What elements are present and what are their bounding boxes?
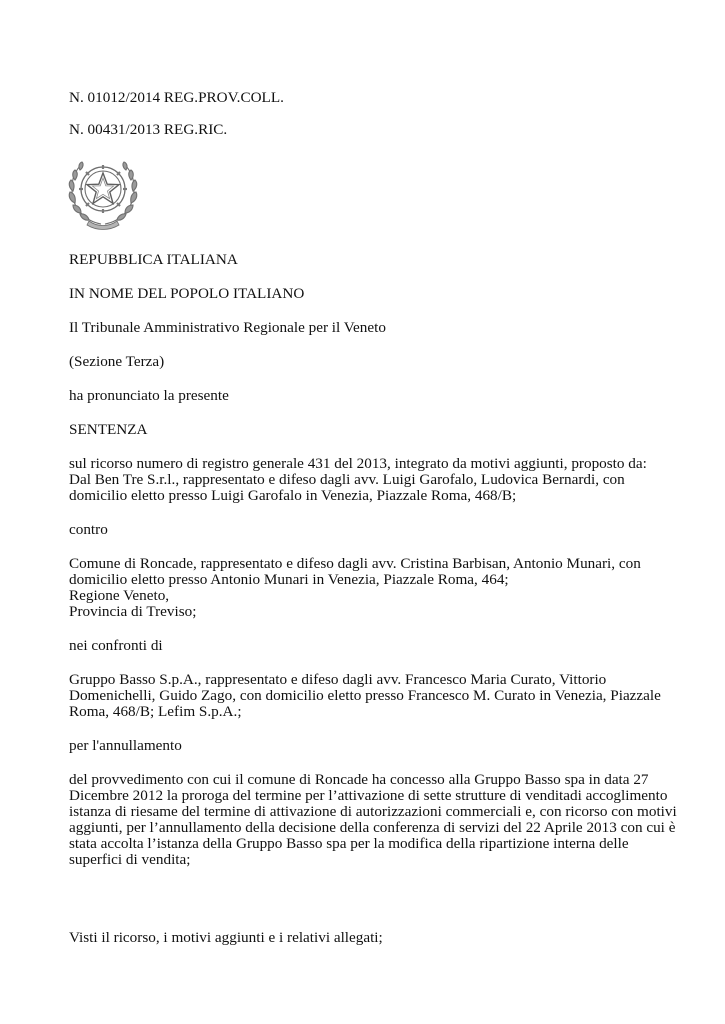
tribunal-name: Il Tribunale Amministrativo Regionale per il Veneto <box>69 319 386 336</box>
confronti-line: Gruppo Basso S.p.A., rappresentato e difeso dagli avv. Francesco Maria Curato, Vittorio <box>69 671 607 688</box>
contro-label: contro <box>69 521 108 538</box>
pronounced-text: ha pronunciato la presente <box>69 387 229 404</box>
annullamento-line: superfici di vendita; <box>69 851 191 868</box>
verdict-heading: SENTENZA <box>69 421 148 438</box>
annullamento-label: per l'annullamento <box>69 737 182 754</box>
reg-prov-number: N. 01012/2014 REG.PROV.COLL. <box>69 89 284 106</box>
section-name: (Sezione Terza) <box>69 353 165 370</box>
visti-text: Visti il ricorso, i motivi aggiunti e i relativi allegati; <box>69 929 383 946</box>
ricorso-line: Dal Ben Tre S.r.l., rappresentato e difeso dagli avv. Luigi Garofalo, Ludovica Bernardi, con <box>69 471 625 488</box>
annullamento-line: del provvedimento con cui il comune di Roncade ha concesso alla Gruppo Basso spa in data 27 <box>69 771 649 788</box>
annullamento-line: stata accolta l’istanza della Gruppo Basso spa per la modifica della ripartizione interna delle <box>69 835 629 852</box>
contro-line: domicilio eletto presso Antonio Munari in Venezia, Piazzale Roma, 464; <box>69 571 509 588</box>
annullamento-line: istanza di riesame del termine di attivazione di autorizzazioni commerciali e, con ricorso con motivi <box>69 803 677 820</box>
contro-line: Provincia di Treviso; <box>69 603 197 620</box>
ricorso-line: sul ricorso numero di registro generale 431 del 2013, integrato da motivi aggiunti, proposto da: <box>69 455 647 472</box>
emblem-of-italy-icon <box>67 151 139 231</box>
contro-line: Regione Veneto, <box>69 587 170 604</box>
confronti-line: Roma, 468/B; Lefim S.p.A.; <box>69 703 242 720</box>
reg-ric-number: N. 00431/2013 REG.RIC. <box>69 121 228 138</box>
contro-line: Comune di Roncade, rappresentato e difeso dagli avv. Cristina Barbisan, Antonio Munari, con <box>69 555 641 572</box>
republic-heading: REPUBBLICA ITALIANA <box>69 251 238 268</box>
confronti-label: nei confronti di <box>69 637 163 654</box>
ricorso-line: domicilio eletto presso Luigi Garofalo in Venezia, Piazzale Roma, 468/B; <box>69 487 517 504</box>
people-heading: IN NOME DEL POPOLO ITALIANO <box>69 285 305 302</box>
confronti-line: Domenichelli, Guido Zago, con domicilio eletto presso Francesco M. Curato in Venezia, Piazzale <box>69 687 661 704</box>
annullamento-line: aggiunti, per l’annullamento della decisione della conferenza di servizi del 22 Aprile 2013 con cui è <box>69 819 676 836</box>
annullamento-line: Dicembre 2012 la proroga del termine per l’attivazione di sette strutture di venditadi accoglimento <box>69 787 668 804</box>
